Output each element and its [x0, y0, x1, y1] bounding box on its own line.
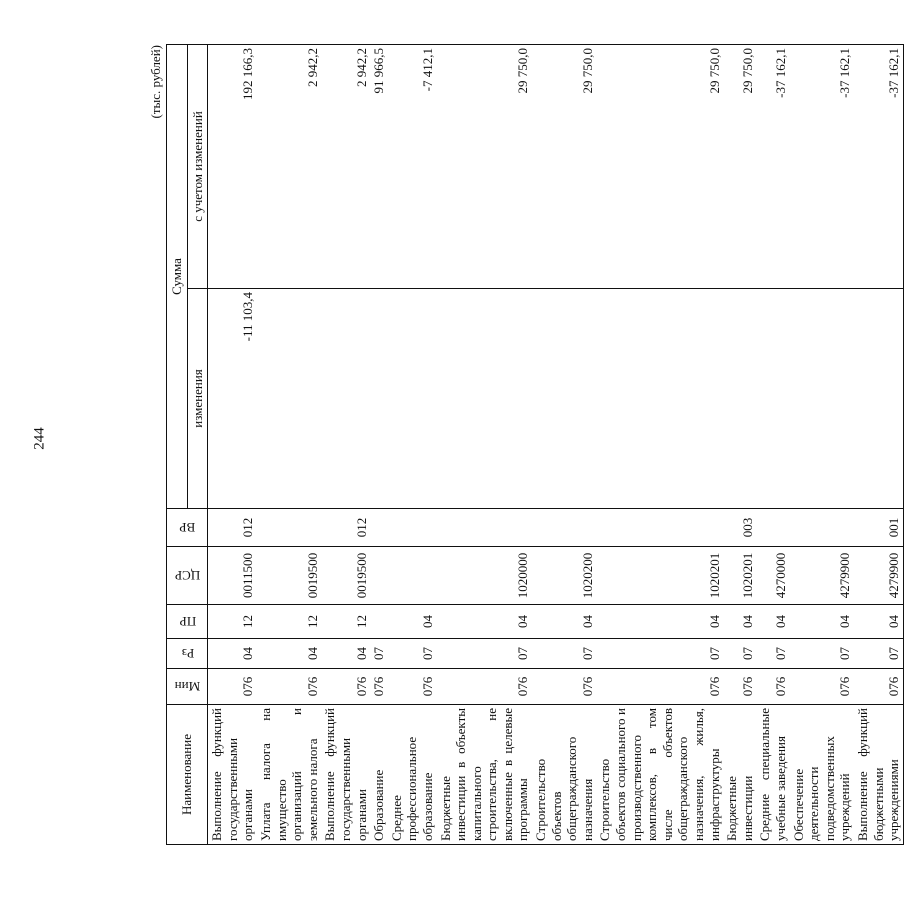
cell-total: 2 942,2 [321, 45, 370, 289]
cell-csr: 1020201 [596, 547, 723, 605]
cell-change [596, 289, 723, 509]
cell-name: Обеспечение деятельности подведомственных учреждений [790, 705, 854, 845]
header-with-changes: с учетом изменений [187, 45, 208, 289]
cell-rz: 07 [370, 639, 388, 669]
cell-total: 192 166,3 [208, 45, 257, 289]
cell-change [437, 289, 533, 509]
cell-name: Среднее профессиональное образование [388, 705, 437, 845]
cell-vr: 003 [723, 509, 756, 547]
cell-name: Выполнение функций государственными органами [321, 705, 370, 845]
cell-pr: 04 [790, 605, 854, 639]
cell-csr: 0019500 [257, 547, 321, 605]
cell-rz: 07 [790, 639, 854, 669]
cell-vr [756, 509, 789, 547]
cell-min: 076 [790, 669, 854, 705]
cell-name: Строительство объектов общегражданского назначения [532, 705, 596, 845]
table-row [370, 45, 388, 845]
cell-rz: 04 [208, 639, 257, 669]
cell-name: Средние специальные учебные заведения [756, 705, 789, 845]
table-row [596, 45, 723, 845]
cell-min: 076 [257, 669, 321, 705]
cell-csr: 1020201 [723, 547, 756, 605]
cell-csr: 0011500 [208, 547, 257, 605]
header-min: Мин [167, 669, 208, 705]
cell-change [388, 289, 437, 509]
cell-change [321, 289, 370, 509]
cell-min: 076 [756, 669, 789, 705]
cell-rz: 07 [437, 639, 533, 669]
cell-pr: 04 [437, 605, 533, 639]
cell-min: 076 [723, 669, 756, 705]
header-vr: ВР [167, 509, 208, 547]
cell-csr: 4270000 [756, 547, 789, 605]
cell-min: 076 [370, 669, 388, 705]
cell-total: -7 412,1 [388, 45, 437, 289]
table-row [532, 45, 596, 845]
table-header [167, 45, 208, 845]
cell-total: -37 162,1 [756, 45, 789, 289]
cell-pr: 04 [723, 605, 756, 639]
cell-csr: 4279900 [790, 547, 854, 605]
units-label: (тыс. рублей) [148, 45, 163, 119]
header-pr: ПР [167, 605, 208, 639]
cell-vr: 012 [208, 509, 257, 547]
cell-pr: 04 [854, 605, 903, 639]
cell-vr [437, 509, 533, 547]
rotated-page-content [148, 45, 902, 845]
cell-change [790, 289, 854, 509]
table-row [437, 45, 533, 845]
cell-change [723, 289, 756, 509]
cell-csr [370, 547, 388, 605]
cell-vr [596, 509, 723, 547]
header-sum: Сумма [167, 45, 188, 509]
cell-pr: 04 [388, 605, 437, 639]
cell-csr: 0019500 [321, 547, 370, 605]
cell-csr: 1020000 [437, 547, 533, 605]
table-row [854, 45, 903, 845]
cell-csr: 1020200 [532, 547, 596, 605]
cell-total: -37 162,1 [790, 45, 854, 289]
cell-change [532, 289, 596, 509]
cell-rz: 04 [257, 639, 321, 669]
cell-min: 076 [437, 669, 533, 705]
cell-vr [790, 509, 854, 547]
table-row [756, 45, 789, 845]
cell-vr [532, 509, 596, 547]
cell-csr: 4279900 [854, 547, 903, 605]
table-row [257, 45, 321, 845]
header-rz: Рз [167, 639, 208, 669]
cell-total: 29 750,0 [437, 45, 533, 289]
cell-rz: 07 [596, 639, 723, 669]
cell-rz: 07 [756, 639, 789, 669]
cell-csr [388, 547, 437, 605]
header-csr: ЦСР [167, 547, 208, 605]
header-changes: изменения [187, 289, 208, 509]
cell-min: 076 [388, 669, 437, 705]
cell-name: Строительство объектов социального и производственного комплексов, в том числе объектов общегражданского назначения, жилья, инфраструктуры [596, 705, 723, 845]
cell-name: Уплата налога на имущество организаций и земельного налога [257, 705, 321, 845]
cell-total: 91 966,5 [370, 45, 388, 289]
header-name: Наименование [167, 705, 208, 845]
cell-vr: 001 [854, 509, 903, 547]
cell-min: 076 [532, 669, 596, 705]
cell-change [854, 289, 903, 509]
page-number: 244 [31, 427, 48, 450]
table-row [790, 45, 854, 845]
cell-name: Бюджетные инвестиции в объекты капитального строительства, не включенные в целевые программы [437, 705, 533, 845]
cell-pr [370, 605, 388, 639]
cell-change: -11 103,4 [208, 289, 257, 509]
table-body [208, 45, 904, 845]
table-row [321, 45, 370, 845]
cell-pr: 04 [532, 605, 596, 639]
cell-rz: 04 [321, 639, 370, 669]
cell-min: 076 [321, 669, 370, 705]
cell-change [257, 289, 321, 509]
table-row [388, 45, 437, 845]
cell-total: 29 750,0 [532, 45, 596, 289]
cell-min: 076 [208, 669, 257, 705]
cell-name: Выполнение функций бюджетными учреждениями [854, 705, 903, 845]
cell-pr: 12 [321, 605, 370, 639]
cell-pr: 12 [257, 605, 321, 639]
cell-rz: 07 [532, 639, 596, 669]
cell-change [370, 289, 388, 509]
cell-change [756, 289, 789, 509]
cell-rz: 07 [388, 639, 437, 669]
cell-vr [257, 509, 321, 547]
cell-total: -37 162,1 [854, 45, 903, 289]
cell-total: 2 942,2 [257, 45, 321, 289]
cell-pr: 12 [208, 605, 257, 639]
cell-vr [370, 509, 388, 547]
cell-pr: 04 [596, 605, 723, 639]
table-row [208, 45, 257, 845]
cell-name: Выполнение функций государственными органами [208, 705, 257, 845]
cell-min: 076 [854, 669, 903, 705]
budget-table [166, 44, 904, 845]
cell-rz: 07 [723, 639, 756, 669]
cell-name: Бюджетные инвестиции [723, 705, 756, 845]
cell-total: 29 750,0 [723, 45, 756, 289]
cell-pr: 04 [756, 605, 789, 639]
cell-min: 076 [596, 669, 723, 705]
cell-vr: 012 [321, 509, 370, 547]
cell-rz: 07 [854, 639, 903, 669]
cell-vr [388, 509, 437, 547]
table-row [723, 45, 756, 845]
cell-name: Образование [370, 705, 388, 845]
cell-total: 29 750,0 [596, 45, 723, 289]
